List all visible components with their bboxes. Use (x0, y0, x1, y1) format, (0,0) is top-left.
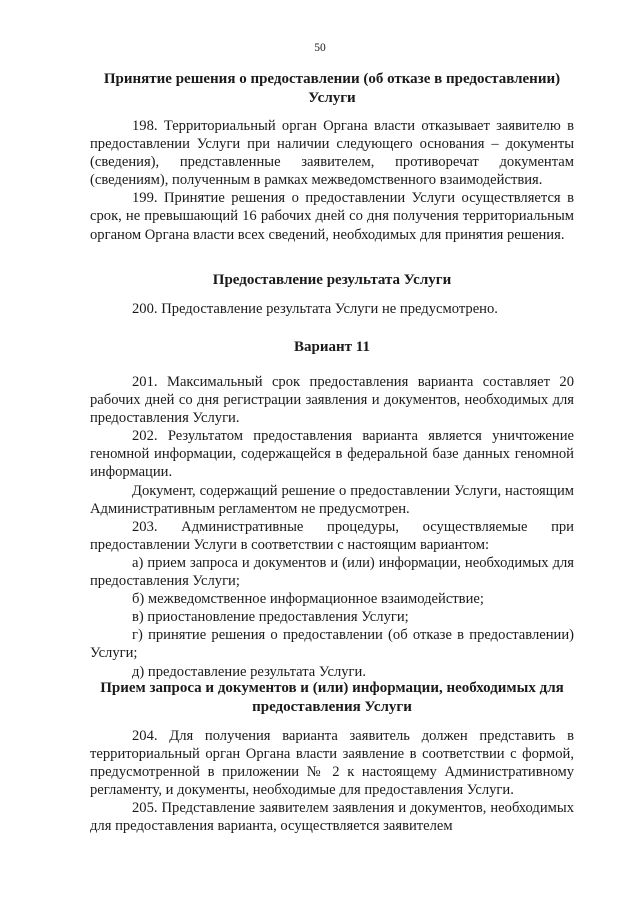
paragraph-201: 201. Максимальный срок предоставления варианта составляет 20 рабочих дней со дня регистрации заявления и документов, необходимых для предоставления Услуги. (90, 374, 574, 427)
list-item-b: б) межведомственное информационное взаимодействие; (132, 591, 484, 608)
list-item-a: а) прием запроса и документов и (или) информации, необходимых для предоставления Услуги; (90, 554, 574, 590)
page-number: 50 (314, 42, 326, 54)
section-heading-request-intake: Прием запроса и документов и (или) информации, необходимых для предоставления Услуги (100, 680, 564, 715)
list-item-d: д) предоставление результата Услуги. (132, 663, 366, 680)
section-body-decision (90, 117, 574, 244)
section-heading-decision: Принятие решения о предоставлении (об отказе в предоставлении) Услуги (103, 71, 561, 106)
paragraph-202: 202. Результатом предоставления варианта является уничтожение геномной информации, содержащейся в федеральной базе данных геномной информации. (90, 428, 574, 481)
list-item-v: в) приостановление предоставления Услуги; (132, 609, 409, 626)
paragraph-198: 198. Территориальный орган Органа власти отказывает заявителю в предоставлении Услуги при наличии следующего основания – документы (сведения), представленные заявителем, противоречат документам (сведениям), полученным в рамках межведомственного взаимодействия. (90, 118, 574, 189)
section-body-result (90, 300, 574, 318)
paragraph-200: 200. Предоставление результата Услуги не предусмотрено. (132, 301, 498, 317)
paragraph-205: 205. Представление заявителем заявления и документов, необходимых для предоставления варианта, осуществляется заявителем (90, 800, 574, 835)
paragraph-204: 204. Для получения варианта заявитель должен представить в территориальный орган Органа власти заявление в соответствии с формой, предусмотренной в приложении № 2 к настоящему Административному регламенту, и документы, необходимые для предоставления Услуги. (90, 728, 574, 799)
section-heading-variant-11: Вариант 11 (294, 339, 370, 355)
list-item-g: г) принятие решения о предоставлении (об отказе в предоставлении) Услуги; (90, 627, 574, 662)
section-body-request-intake (90, 727, 574, 836)
section-heading-result: Предоставление результата Услуги (212, 272, 452, 288)
paragraph-199: 199. Принятие решения о предоставлении Услуги осуществляется в срок, не превышающий 16 рабочих дней со дня получения территориальным органом Органа власти всех сведений, необходимых для принятия решения. (90, 190, 574, 243)
paragraph-203: 203. Административные процедуры, осуществляемые при предоставлении Услуги в соответствии с настоящим вариантом: (90, 518, 574, 553)
paragraph-document-note: Документ, содержащий решение о предоставлении Услуги, настоящим Административным регламентом не предусмотрен. (90, 482, 574, 517)
section-body-variant-11 (90, 373, 574, 681)
